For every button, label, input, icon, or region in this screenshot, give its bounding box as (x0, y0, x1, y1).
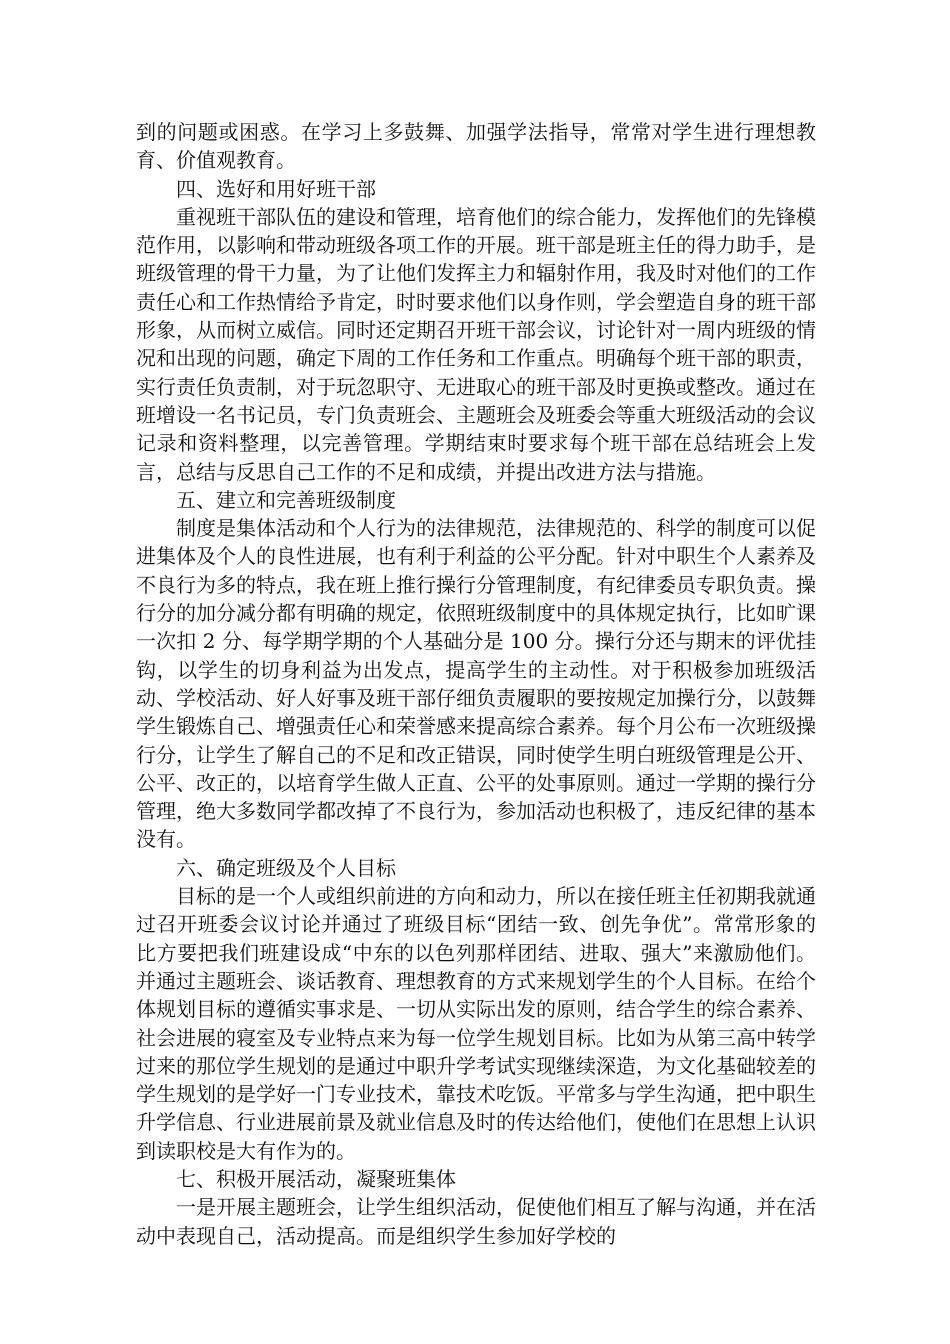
paragraph-continuation: 到的问题或困惑。在学习上多鼓舞、加强学法指导，常常对学生进行理想教育、价值观教育。 (136, 120, 816, 173)
section-heading-7: 七、积极开展活动，凝聚班集体 (176, 1166, 456, 1191)
section-heading-6: 六、确定班级及个人目标 (176, 855, 396, 880)
section-heading-5: 五、建立和完善班级制度 (176, 487, 396, 512)
section-heading-4: 四、选好和用好班干部 (176, 176, 376, 201)
paragraph-class-system: 制度是集体活动和个人行为的法律规范，法律规范的、科学的制度可以促进集体及个人的良性进展，也有利于利益的公平分配。针对中职生个人素养及不良行为多的特点，我在班上推行操行分管理制度，有纪律委员专职负责。操行分的加分减分都有明确的规定，依照班级制度中的具体规定执行，比如旷课一次扣 2 分、每学期学期的个人基础分是 100 分。操行分还与期末的评优挂钩，以学生的切身利益为出发点，提高学生的主动性。对于积极参加班级活动、学校活动、好人好事及班干部仔细负责履职的要按规定加操行分，以鼓舞学生锻炼自己、增强责任心和荣誉感来提高综合素养。每个月公布一次班级操行分，让学生了解自己的不足和改正错误，同时使学生明白班级管理是公开、公平、改正的，以培育学生做人正直、公平的处事原则。通过一学期的操行分管理，绝大多数同学都改掉了不良行为，参加活动也积极了，违反纪律的基本没有。 (136, 516, 816, 852)
body-text (136, 118, 816, 1250)
paragraph-activities: 一是开展主题班会，让学生组织活动，促使他们相互了解与沟通，并在活动中表现自己，活动提高。而是组织学生参加好学校的 (136, 1195, 816, 1248)
paragraph-class-goals: 目标的是一个人或组织前进的方向和动力，所以在接任班主任初期我就通过召开班委会议讨论并通过了班级目标“团结一致、创先争优”。常常形象的比方要把我们班建设成“中东的以色列那样团结、进取、强大”来激励他们。并通过主题班会、谈话教育、理想教育的方式来规划学生的个人目标。在给个体规划目标的遵循实事求是、一切从实际出发的原则，结合学生的综合素养、社会进展的寝室及专业特点来为每一位学生规划目标。比如为从第三高中转学过来的那位学生规划的是通过中职升学考试实现继续深造，为文化基础较差的学生规划的是学好一门专业技术，靠技术吃饭。平常多与学生沟通，把中职生升学信息、行业进展前景及就业信息及时的传达给他们，使他们在思想上认识到读职校是大有作为的。 (136, 884, 816, 1163)
paragraph-class-cadres: 重视班干部队伍的建设和管理，培育他们的综合能力，发挥他们的先锋模范作用，以影响和带动班级各项工作的开展。班干部是班主任的得力助手，是班级管理的骨干力量，为了让他们发挥主力和辐射作用，我及时对他们的工作责任心和工作热情给予肯定，时时要求他们以身作则，学会塑造自身的班干部形象，从而树立威信。同时还定期召开班干部会议，讨论针对一周内班级的情况和出现的问题，确定下周的工作任务和工作重点。明确每个班干部的职责，实行责任负责制，对于玩忽职守、无进取心的班干部及时更换或整改。通过在班增设一名书记员，专门负责班会、主题班会及班委会等重大班级活动的会议记录和资料整理，以完善管理。学期结束时要求每个班干部在总结班会上发言，总结与反思自己工作的不足和成绩，并提出改进方法与措施。 (136, 204, 816, 484)
